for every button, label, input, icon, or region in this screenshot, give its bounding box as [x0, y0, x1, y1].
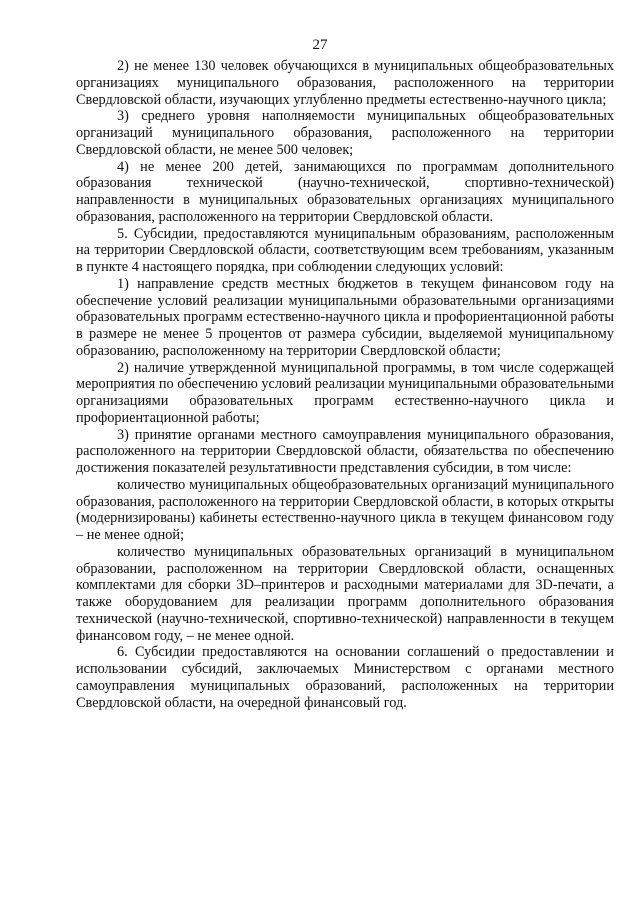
paragraph-section-6: 6. Субсидии предоставляются на основании соглашений о предоставлении и использовании субсидий, заключаемых Министерством с органами местного самоуправления муниципальных образований, расположенных на территории Свердловской области, на очередной финансовый год. [76, 644, 614, 711]
paragraph-item-4: 4) не менее 200 детей, занимающихся по программам дополнительного образования технической (научно-технической, спортивно-технической) направленности в муниципальных образовательных организациях муниципального образования, расположенного на территории Свердловской области. [76, 158, 614, 225]
paragraph-item-3: 3) среднего уровня наполняемости муниципальных общеобразовательных организаций муниципального образования, расположенного на территории Свердловской области, не менее 500 человек; [76, 108, 614, 158]
paragraph-indicator-2: количество муниципальных образовательных организаций в муниципальном образовании, расположенном на территории Свердловской области, оснащенных комплектами для сборки 3D–принтеров и расходными материалами для 3D-печати, а также оборудованием для реализации программ дополнительного образования технической (научно-технической, спортивно-технической) направленности в текущем финансовом году, – не менее одной. [76, 543, 614, 644]
paragraph-condition-3: 3) принятие органами местного самоуправления муниципального образования, расположенного на территории Свердловской области, обязательства по обеспечению достижения показателей результативности представления субсидии, в том числе: [76, 426, 614, 476]
paragraph-item-2: 2) не менее 130 человек обучающихся в муниципальных общеобразовательных организациях муниципального образования, расположенного на территории Свердловской области, изучающих углубленно предметы естественно-научного цикла; [76, 58, 614, 108]
paragraph-indicator-1: количество муниципальных общеобразовательных организаций муниципального образования, расположенного на территории Свердловской области, в которых открыты (модернизированы) кабинеты естественно-научного цикла в текущем финансовом году – не менее одной; [76, 476, 614, 543]
paragraph-section-5: 5. Субсидии, предоставляются муниципальным образованиям, расположенным на территории Свердловской области, соответствующим всем требованиям, указанным в пункте 4 настоящего порядка, при соблюдении следующих условий: [76, 225, 614, 275]
document-body [76, 58, 614, 711]
paragraph-condition-2: 2) наличие утвержденной муниципальной программы, в том числе содержащей мероприятия по обеспечению условий реализации муниципальными образовательными организациями образовательных программ естественно-научного цикла и профориентационной работы; [76, 359, 614, 426]
paragraph-condition-1: 1) направление средств местных бюджетов в текущем финансовом году на обеспечение условий реализации муниципальными образовательными организациями образовательных программ естественно-научного цикла и профориентационной работы в размере не менее 5 процентов от размера субсидии, выделяемой муниципальному образованию, расположенному на территории Свердловской области; [76, 275, 614, 359]
page-number: 27 [312, 37, 328, 53]
